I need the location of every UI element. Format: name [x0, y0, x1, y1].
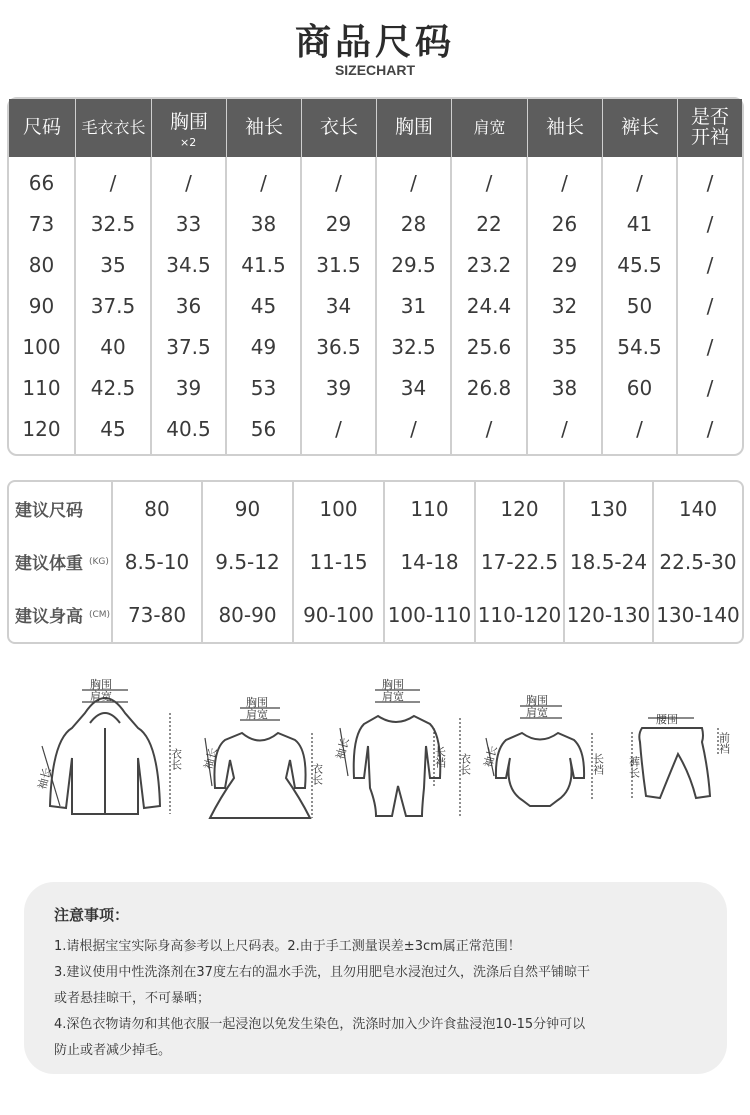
size-value-cell: 37.5	[166, 334, 211, 359]
romper-sleeve-label: 袖长	[333, 736, 352, 761]
size-column	[452, 157, 528, 454]
notes-line: 1.请根据宝宝实际身高参考以上尺码表。2.由于手工测量误差±3cm属正常范围！	[54, 939, 521, 954]
size-value-cell: 35	[100, 252, 126, 277]
size-value-cell: 29.5	[391, 252, 436, 277]
recommend-column	[113, 482, 203, 642]
size-chart-header	[9, 99, 742, 157]
pants-crotch-label: 前裆	[717, 732, 731, 754]
size-value-cell: 37.5	[90, 293, 136, 318]
size-value-cell: 32.5	[90, 211, 136, 236]
bodysuit-crotch-label: 长裆	[591, 753, 605, 775]
size-label-cell: 90	[28, 293, 55, 318]
recommend-row-unit: (KG)	[89, 556, 109, 567]
care-notes	[24, 882, 727, 1074]
size-label-cell: 110	[22, 375, 61, 400]
size-value-cell: 49	[250, 334, 277, 359]
recommend-value-cell: 120-130	[566, 602, 651, 627]
bodysuit-chest-label: 胸围	[526, 694, 548, 707]
recommend-value-cell: 100	[319, 496, 358, 521]
jacket-length-label: 衣长	[169, 748, 183, 770]
size-column	[377, 157, 452, 454]
size-value-cell: /	[706, 416, 714, 441]
recommend-value-cell: 90-100	[303, 602, 374, 627]
size-value-cell: /	[410, 416, 417, 441]
dress-sleeve-label: 袖长	[201, 746, 220, 771]
size-value-cell: 26.8	[466, 375, 512, 400]
size-value-cell: /	[410, 170, 417, 195]
page-subtitle: SIZECHART	[334, 62, 416, 78]
notes-line: 4.深色衣物请勿和其他衣服一起浸泡以免发生染色，洗涤时加入少许食盐浸泡10-15分钟可以	[54, 1017, 586, 1032]
size-value-cell: 34.5	[166, 252, 211, 277]
pants-waist-label: 腰围	[656, 713, 678, 726]
size-value-cell: 45.5	[617, 252, 662, 277]
size-label-cell: 120	[22, 416, 61, 441]
dress-shoulder-label: 肩宽	[246, 708, 268, 721]
size-value-cell: /	[706, 252, 714, 277]
size-value-cell: 45	[100, 416, 126, 441]
recommend-value-cell: 80	[144, 496, 170, 521]
size-chart-body	[9, 157, 742, 454]
header-chest-x2: 胸围 ×2	[152, 99, 227, 157]
recommend-value-cell: 100-110	[387, 602, 472, 627]
recommend-value-cell: 110-120	[477, 602, 562, 627]
size-value-cell: 26	[551, 211, 578, 236]
size-value-cell: 32.5	[391, 334, 436, 359]
recommend-column	[385, 482, 476, 642]
size-value-cell: 25.6	[466, 334, 512, 359]
size-label-cell: 73	[28, 211, 55, 236]
recommend-value-cell: 130	[589, 496, 628, 521]
size-value-cell: /	[706, 293, 714, 318]
size-column	[528, 157, 603, 454]
recommend-value-cell: 14-18	[400, 549, 459, 574]
dress-illustration	[200, 678, 324, 828]
size-value-cell: 33	[175, 211, 202, 236]
size-value-cell: 41	[626, 211, 653, 236]
size-value-cell: 39	[175, 375, 202, 400]
size-value-cell: /	[561, 416, 568, 441]
recommend-column	[294, 482, 385, 642]
recommend-column	[476, 482, 565, 642]
recommend-row-label	[9, 482, 111, 535]
size-value-cell: 45	[250, 293, 277, 318]
header-open-crotch: 是否开裆	[690, 106, 729, 148]
size-value-cell: 35	[551, 334, 578, 359]
size-value-cell: /	[185, 170, 192, 195]
size-value-cell: 31.5	[316, 252, 361, 277]
header-size: 尺码	[9, 99, 76, 157]
size-value-cell: /	[706, 375, 714, 400]
recommend-column	[565, 482, 654, 642]
header-sleeve: 袖长	[227, 99, 302, 157]
dress-chest-label: 胸围	[246, 696, 268, 709]
dress-length-label: 衣长	[310, 763, 324, 785]
size-value-cell: 22	[476, 211, 502, 236]
header-shoulder: 肩宽	[452, 99, 528, 157]
size-value-cell: 38	[250, 211, 277, 236]
size-value-cell: 41.5	[241, 252, 286, 277]
recommend-row-label-text: 建议尺码	[15, 501, 83, 521]
size-value-cell: 50	[626, 293, 653, 318]
size-value-cell: /	[636, 170, 643, 195]
romper-shoulder-label: 肩宽	[382, 690, 404, 703]
recommend-value-cell: 73-80	[127, 602, 187, 627]
size-value-cell: /	[636, 416, 643, 441]
size-label-cell: 80	[28, 252, 55, 277]
size-value-cell: 56	[250, 416, 277, 441]
size-value-cell: 31	[400, 293, 427, 318]
notes-line: 3.建议使用中性洗涤剂在37度左右的温水手洗，且勿用肥皂水浸泡过久，洗涤后自然平铺晾干	[54, 965, 590, 980]
size-column	[76, 157, 152, 454]
jacket-shoulder-label: 肩宽	[90, 690, 112, 703]
size-value-cell: 39	[325, 375, 352, 400]
recommend-value-cell: 17-22.5	[480, 549, 559, 574]
size-value-cell: 60	[626, 375, 653, 400]
recommend-value-cell: 11-15	[309, 549, 368, 574]
recommend-column	[654, 482, 742, 642]
header-sweater-length: 毛衣衣长	[76, 99, 152, 157]
bodysuit-sleeve-label: 袖长	[481, 744, 500, 769]
header-pants-length: 裤长	[603, 99, 678, 157]
recommend-value-cell: 140	[678, 496, 718, 521]
header-length: 衣长	[302, 99, 377, 157]
pants-length-label: 裤长	[627, 756, 641, 778]
jacket-sleeve-label: 袖长	[35, 766, 54, 791]
recommend-value-cell: 22.5-30	[659, 549, 737, 574]
size-value-cell: 28	[400, 211, 427, 236]
size-value-cell: 29	[325, 211, 352, 236]
page-title: 商品尺码	[294, 22, 455, 63]
notes-line: 防止或者减少掉毛。	[54, 1043, 172, 1058]
size-value-cell: 36	[175, 293, 202, 318]
pants-illustration	[620, 678, 730, 828]
recommend-column	[9, 482, 113, 642]
romper-chest-label: 胸围	[382, 678, 404, 691]
romper-crotch-label: 长裆	[433, 746, 447, 768]
notes-line: 或者悬挂晾干，不可暴晒；	[54, 991, 211, 1006]
size-value-cell: 36.5	[316, 334, 361, 359]
size-value-cell: /	[485, 170, 493, 195]
size-value-cell: 24.4	[466, 293, 512, 318]
size-value-cell: /	[706, 334, 714, 359]
size-column	[603, 157, 678, 454]
size-value-cell: /	[335, 170, 342, 195]
recommend-row-label	[9, 588, 111, 641]
size-value-cell: 54.5	[617, 334, 662, 359]
recommend-value-cell: 9.5-12	[215, 549, 280, 574]
recommend-value-cell: 110	[410, 496, 449, 521]
romper-length-label: 衣长	[458, 753, 472, 775]
recommend-column	[203, 482, 294, 642]
measurement-illustrations	[30, 678, 730, 828]
recommend-value-cell: 120	[500, 496, 539, 521]
size-value-cell: 38	[551, 375, 578, 400]
recommend-row-label-text: 建议身高	[15, 607, 83, 627]
size-value-cell: 42.5	[90, 375, 136, 400]
size-value-cell: /	[109, 170, 117, 195]
bodysuit-illustration	[480, 678, 610, 828]
header-chest-multiplier: ×2	[180, 136, 197, 149]
size-value-cell: /	[260, 170, 267, 195]
size-value-cell: 40	[100, 334, 126, 359]
size-chart-table	[7, 97, 744, 456]
size-value-cell: 40.5	[166, 416, 211, 441]
size-column	[227, 157, 302, 454]
recommend-value-cell: 8.5-10	[124, 549, 190, 574]
notes-title: 注意事项：	[54, 906, 130, 924]
recommend-value-cell: 90	[234, 496, 261, 521]
size-value-cell: /	[561, 170, 568, 195]
romper-illustration	[330, 678, 470, 828]
size-value-cell: 34	[325, 293, 352, 318]
header-chest: 胸围	[377, 99, 452, 157]
size-value-cell: 53	[250, 375, 277, 400]
recommend-value-cell: 80-90	[218, 602, 277, 627]
size-label-cell: 66	[28, 170, 55, 195]
size-column	[302, 157, 377, 454]
recommend-row-label-text: 建议体重	[15, 554, 83, 574]
recommend-row-label	[9, 535, 111, 588]
recommend-row-unit: (CM)	[89, 609, 111, 620]
size-value-cell: 29	[551, 252, 578, 277]
size-value-cell: 32	[551, 293, 578, 318]
header-sleeve-2: 袖长	[528, 99, 603, 157]
size-value-cell: /	[335, 416, 342, 441]
size-value-cell: 23.2	[466, 252, 512, 277]
jacket-chest-label: 胸围	[90, 678, 112, 691]
size-column	[152, 157, 227, 454]
bodysuit-shoulder-label: 肩宽	[526, 706, 548, 719]
size-column	[678, 157, 742, 454]
size-column	[9, 157, 76, 454]
size-value-cell: /	[706, 170, 714, 195]
recommend-size-table	[7, 480, 744, 644]
jacket-illustration	[30, 678, 183, 828]
size-value-cell: 34	[400, 375, 427, 400]
size-label-cell: 100	[22, 334, 61, 359]
recommend-value-cell: 18.5-24	[569, 549, 648, 574]
size-value-cell: /	[485, 416, 493, 441]
recommend-value-cell: 130-140	[656, 602, 740, 627]
size-value-cell: /	[706, 211, 714, 236]
